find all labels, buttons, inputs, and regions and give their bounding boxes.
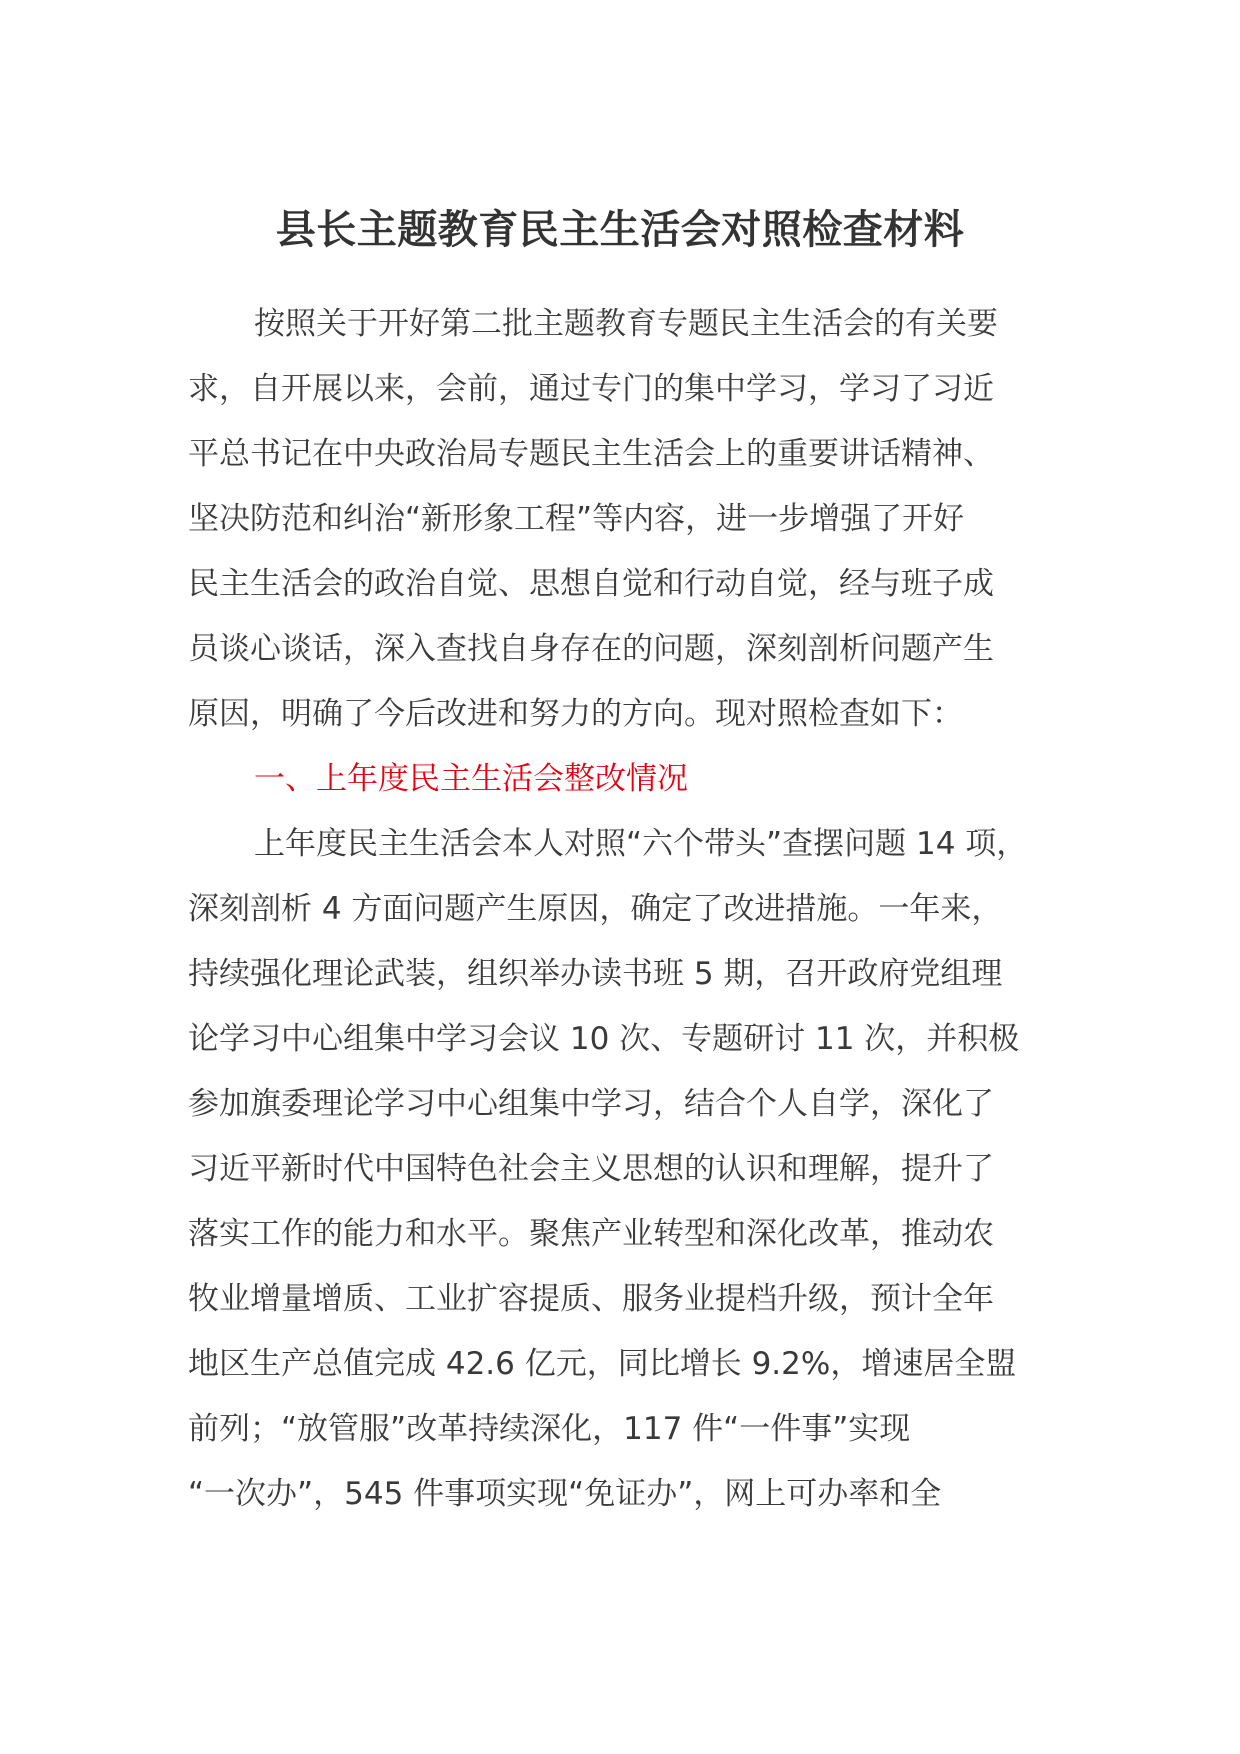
paragraph-line: “一次办”，545 件事项实现“免证办”，网上可办率和全 [188,1476,942,1512]
paragraph-line: 习近平新时代中国特色社会主义思想的认识和理解，提升了 [188,1151,994,1187]
paragraph-line: 坚决防范和纠治“新形象工程”等内容，进一步增强了开好 [188,501,965,537]
paragraph-line: 牧业增量增质、工业扩容提质、服务业提档升级，预计全年 [188,1281,994,1317]
paragraph-line: 按照关于开好第二批主题教育专题民主生活会的有关要 [254,306,998,342]
paragraph-line: 持续强化理论武装，组织举办读书班 5 期，召开政府党组理 [188,956,1003,992]
paragraph-line: 求，自开展以来，会前，通过专门的集中学习，学习了习近 [188,371,994,407]
paragraph-line: 落实工作的能力和水平。聚焦产业转型和深化改革，推动农 [188,1216,994,1252]
paragraph-line: 民主生活会的政治自觉、思想自觉和行动自觉，经与班子成 [188,566,994,602]
paragraph-line: 原因，明确了今后改进和努力的方向。现对照检查如下： [188,696,963,732]
paragraph-line: 上年度民主生活会本人对照“六个带头”查摆问题 14 项， [254,826,1028,862]
paragraph-line: 前列；“放管服”改革持续深化，117 件“一件事”实现 [188,1411,911,1447]
document-title: 县长主题教育民主生活会对照检查材料 [275,207,965,253]
paragraph-line: 参加旗委理论学习中心组集中学习，结合个人自学，深化了 [188,1086,994,1122]
paragraph-line: 地区生产总值完成 42.6 亿元，同比增长 9.2%，增速居全盟 [188,1346,1017,1382]
paragraph-line: 深刻剖析 4 方面问题产生原因，确定了改进措施。一年来， [188,891,1003,927]
paragraph-line: 平总书记在中央政治局专题民主生活会上的重要讲话精神、 [188,436,994,472]
document-body [188,292,1058,1527]
paragraph-line: 员谈心谈话，深入查找自身存在的问题，深刻剖析问题产生 [188,631,994,667]
paragraph-line: 论学习中心组集中学习会议 10 次、专题研讨 11 次，并积极 [188,1021,1020,1057]
section-heading: 一、上年度民主生活会整改情况 [254,761,688,797]
